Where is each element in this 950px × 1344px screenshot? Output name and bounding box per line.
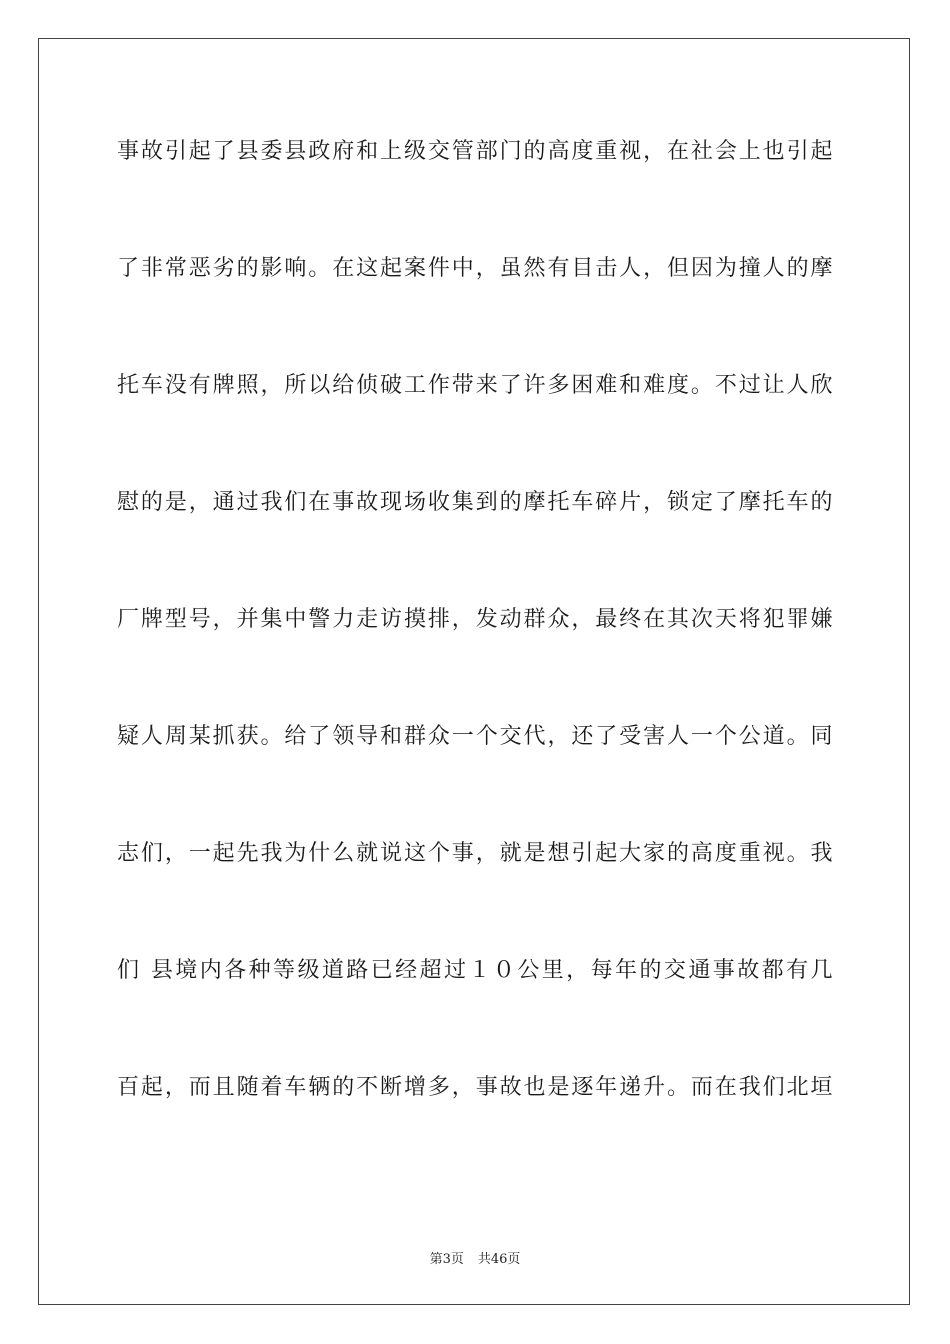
text-line: 事故引起了县委县政府和上级交管部门的高度重视，在社会上也引起 [117, 139, 833, 164]
text-line: 疑人周某抓获。给了领导和群众一个交代，还了受害人一个公道。同 [117, 724, 833, 749]
text-line: 慰的是，通过我们在事故现场收集到的摩托车碎片，锁定了摩托车的 [117, 490, 833, 515]
text-line: 了非常恶劣的影响。在这起案件中，虽然有目击人，但因为撞人的摩 [117, 256, 833, 281]
text-line: 厂牌型号，并集中警力走访摸排，发动群众，最终在其次天将犯罪嫌 [117, 607, 833, 632]
text-line: 志们，一起先我为什么就说这个事，就是想引起大家的高度重视。我 [117, 841, 833, 866]
text-line: 百起，而且随着车辆的不断增多，事故也是逐年递升。而在我们北垣 [117, 1075, 833, 1100]
page-number: 第3页 [429, 1252, 464, 1267]
page-footer [0, 1248, 950, 1267]
document-body [117, 126, 833, 1179]
text-line: 们 县境内各种等级道路已经超过１０公里，每年的交通事故都有几 [117, 958, 833, 983]
page-total: 共46页 [477, 1252, 521, 1267]
text-line: 托车没有牌照，所以给侦破工作带来了许多困难和难度。不过让人欣 [117, 373, 833, 398]
